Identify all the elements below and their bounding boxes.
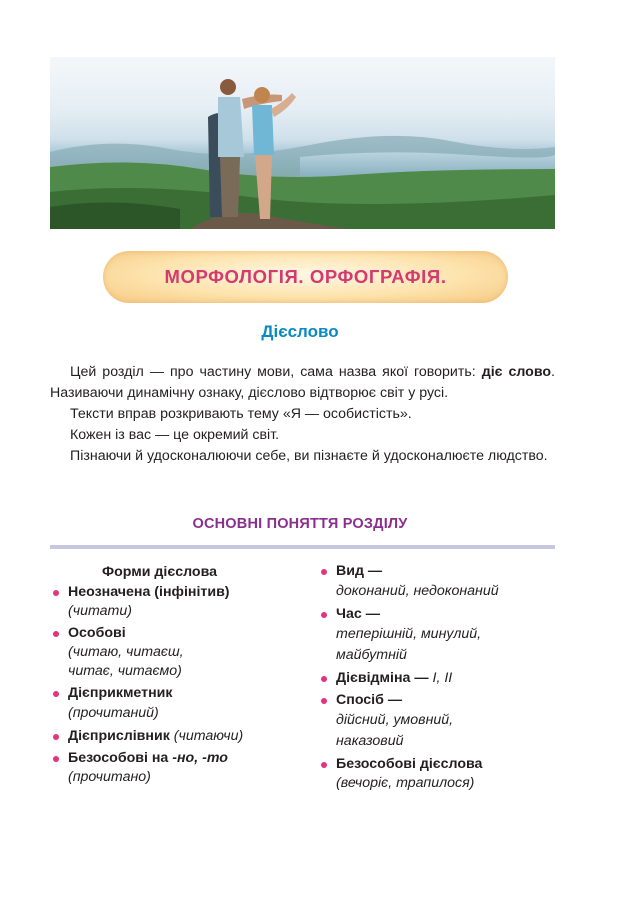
list-item: Спосіб — дійсний, умовний, наказовий bbox=[318, 691, 558, 752]
section-title: Дієслово bbox=[261, 322, 339, 341]
concepts-title: ОСНОВНІ ПОНЯТТЯ РОЗДІЛУ bbox=[192, 516, 408, 532]
hero-photo bbox=[50, 57, 555, 229]
list-item: Дієприкметник (прочитаний) bbox=[50, 684, 305, 724]
intro-paragraph-3: Кожен із вас — це окремий світ. bbox=[70, 427, 280, 443]
intro-paragraph-2: Тексти вправ розкривають тему «Я — особистість». bbox=[70, 406, 412, 422]
chapter-banner-title: МОРФОЛОГІЯ. ОРФОГРАФІЯ. bbox=[164, 266, 447, 287]
verb-forms-column bbox=[50, 562, 305, 790]
list-item: Дієприслівник (читаючи) bbox=[50, 727, 305, 746]
list-item: Дієвідміна — I, II bbox=[318, 669, 558, 688]
list-item: Час — теперішній, минулий, майбутній bbox=[318, 605, 558, 666]
intro-paragraph-4: Пізнаючи й удосконалюючи себе, ви пізнаєте й удосконалюєте людство. bbox=[70, 448, 548, 464]
list-item: Неозначена (інфінітив) (читати) bbox=[50, 583, 305, 621]
intro-bold-term: діє слово bbox=[481, 364, 552, 380]
intro-paragraph-1: Цей розділ — про частину мови, сама назва якої говорить: діє слово. Називаючи динамічну ознаку, дієслово відтворює світ у русі. bbox=[50, 364, 555, 401]
verb-categories-column bbox=[318, 562, 558, 796]
intro-text bbox=[50, 362, 555, 467]
list-item: Безособові на -но, -то (прочитано) bbox=[50, 749, 305, 787]
list-item: Вид — доконаний, недоконаний bbox=[318, 562, 558, 602]
verb-forms-heading: Форми дієслова bbox=[102, 564, 218, 580]
divider bbox=[50, 545, 555, 549]
list-item: Безособові дієслова (вечоріє, трапилося) bbox=[318, 755, 558, 793]
list-item: Особові (читаю, читаєш, читає, читаємо) bbox=[50, 624, 305, 681]
hikers-landscape-illustration bbox=[50, 57, 555, 229]
